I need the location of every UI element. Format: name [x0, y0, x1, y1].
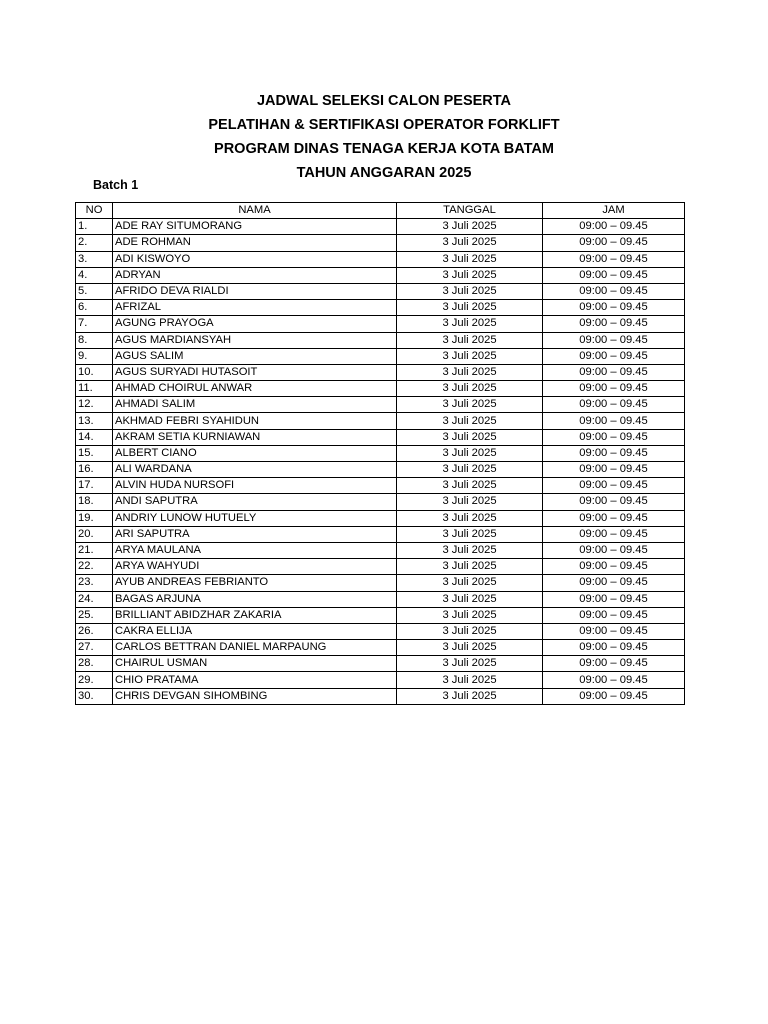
cell-tanggal: 3 Juli 2025: [397, 300, 543, 316]
cell-jam: 09:00 – 09.45: [543, 316, 685, 332]
table-row: [76, 235, 685, 251]
cell-nama: AHMADI SALIM: [113, 397, 397, 413]
cell-no: 30.: [76, 688, 113, 704]
cell-nama: AGUS SURYADI HUTASOIT: [113, 364, 397, 380]
cell-jam: 09:00 – 09.45: [543, 267, 685, 283]
cell-no: 4.: [76, 267, 113, 283]
table-row: [76, 623, 685, 639]
cell-tanggal: 3 Juli 2025: [397, 640, 543, 656]
cell-tanggal: 3 Juli 2025: [397, 219, 543, 235]
cell-no: 24.: [76, 591, 113, 607]
cell-nama: AFRIZAL: [113, 300, 397, 316]
cell-tanggal: 3 Juli 2025: [397, 413, 543, 429]
cell-nama: ARI SAPUTRA: [113, 526, 397, 542]
cell-jam: 09:00 – 09.45: [543, 510, 685, 526]
cell-jam: 09:00 – 09.45: [543, 591, 685, 607]
cell-tanggal: 3 Juli 2025: [397, 591, 543, 607]
cell-jam: 09:00 – 09.45: [543, 688, 685, 704]
cell-no: 21.: [76, 542, 113, 558]
table-row: [76, 397, 685, 413]
cell-no: 22.: [76, 559, 113, 575]
cell-nama: CAKRA ELLIJA: [113, 623, 397, 639]
cell-nama: ARYA MAULANA: [113, 542, 397, 558]
cell-nama: CHAIRUL USMAN: [113, 656, 397, 672]
cell-tanggal: 3 Juli 2025: [397, 316, 543, 332]
table-row: [76, 559, 685, 575]
table-row: [76, 688, 685, 704]
cell-no: 19.: [76, 510, 113, 526]
table-row: [76, 381, 685, 397]
title-line-4: TAHUN ANGGARAN 2025: [296, 165, 472, 181]
cell-tanggal: 3 Juli 2025: [397, 235, 543, 251]
table-row: [76, 332, 685, 348]
schedule-table: [75, 202, 685, 705]
cell-no: 29.: [76, 672, 113, 688]
cell-no: 1.: [76, 219, 113, 235]
table-row: [76, 575, 685, 591]
cell-nama: ANDRIY LUNOW HUTUELY: [113, 510, 397, 526]
table-row: [76, 494, 685, 510]
cell-nama: AHMAD CHOIRUL ANWAR: [113, 381, 397, 397]
cell-tanggal: 3 Juli 2025: [397, 397, 543, 413]
cell-tanggal: 3 Juli 2025: [397, 429, 543, 445]
cell-no: 28.: [76, 656, 113, 672]
cell-tanggal: 3 Juli 2025: [397, 623, 543, 639]
cell-nama: AGUNG PRAYOGA: [113, 316, 397, 332]
cell-no: 17.: [76, 478, 113, 494]
table-row: [76, 364, 685, 380]
table-row: [76, 656, 685, 672]
cell-tanggal: 3 Juli 2025: [397, 332, 543, 348]
table-row: [76, 429, 685, 445]
title-line-2: PELATIHAN & SERTIFIKASI OPERATOR FORKLIFT: [208, 117, 560, 133]
table-row: [76, 219, 685, 235]
title-line-1: JADWAL SELEKSI CALON PESERTA: [256, 93, 512, 109]
cell-tanggal: 3 Juli 2025: [397, 542, 543, 558]
header-nama: NAMA: [113, 203, 397, 219]
cell-tanggal: 3 Juli 2025: [397, 688, 543, 704]
cell-tanggal: 3 Juli 2025: [397, 607, 543, 623]
cell-jam: 09:00 – 09.45: [543, 494, 685, 510]
cell-jam: 09:00 – 09.45: [543, 413, 685, 429]
cell-no: 16.: [76, 462, 113, 478]
cell-no: 9.: [76, 348, 113, 364]
title-line-3: PROGRAM DINAS TENAGA KERJA KOTA BATAM: [214, 141, 554, 157]
table-row: [76, 591, 685, 607]
cell-jam: 09:00 – 09.45: [543, 640, 685, 656]
cell-tanggal: 3 Juli 2025: [397, 283, 543, 299]
batch-label: Batch 1: [93, 178, 139, 192]
cell-jam: 09:00 – 09.45: [543, 219, 685, 235]
cell-nama: AGUS MARDIANSYAH: [113, 332, 397, 348]
table-header-row: [76, 203, 685, 219]
table-row: [76, 510, 685, 526]
cell-tanggal: 3 Juli 2025: [397, 526, 543, 542]
cell-no: 11.: [76, 381, 113, 397]
cell-tanggal: 3 Juli 2025: [397, 494, 543, 510]
cell-tanggal: 3 Juli 2025: [397, 267, 543, 283]
cell-nama: CHRIS DEVGAN SIHOMBING: [113, 688, 397, 704]
cell-jam: 09:00 – 09.45: [543, 283, 685, 299]
cell-no: 18.: [76, 494, 113, 510]
cell-jam: 09:00 – 09.45: [543, 397, 685, 413]
cell-nama: AKRAM SETIA KURNIAWAN: [113, 429, 397, 445]
cell-jam: 09:00 – 09.45: [543, 559, 685, 575]
cell-jam: 09:00 – 09.45: [543, 381, 685, 397]
cell-jam: 09:00 – 09.45: [543, 332, 685, 348]
cell-no: 13.: [76, 413, 113, 429]
cell-no: 20.: [76, 526, 113, 542]
cell-nama: BRILLIANT ABIDZHAR ZAKARIA: [113, 607, 397, 623]
table-row: [76, 316, 685, 332]
table-row: [76, 672, 685, 688]
table-body: [76, 219, 685, 705]
cell-nama: ADE ROHMAN: [113, 235, 397, 251]
cell-jam: 09:00 – 09.45: [543, 672, 685, 688]
cell-nama: AYUB ANDREAS FEBRIANTO: [113, 575, 397, 591]
cell-tanggal: 3 Juli 2025: [397, 381, 543, 397]
table-row: [76, 348, 685, 364]
cell-tanggal: 3 Juli 2025: [397, 672, 543, 688]
cell-no: 15.: [76, 445, 113, 461]
cell-nama: AGUS SALIM: [113, 348, 397, 364]
cell-nama: CHIO PRATAMA: [113, 672, 397, 688]
cell-nama: ARYA WAHYUDI: [113, 559, 397, 575]
cell-nama: AKHMAD FEBRI SYAHIDUN: [113, 413, 397, 429]
cell-jam: 09:00 – 09.45: [543, 429, 685, 445]
cell-no: 3.: [76, 251, 113, 267]
cell-no: 27.: [76, 640, 113, 656]
cell-nama: AFRIDO DEVA RIALDI: [113, 283, 397, 299]
cell-tanggal: 3 Juli 2025: [397, 575, 543, 591]
cell-nama: ANDI SAPUTRA: [113, 494, 397, 510]
cell-jam: 09:00 – 09.45: [543, 445, 685, 461]
table-row: [76, 445, 685, 461]
table-row: [76, 413, 685, 429]
cell-tanggal: 3 Juli 2025: [397, 559, 543, 575]
table-row: [76, 283, 685, 299]
cell-jam: 09:00 – 09.45: [543, 251, 685, 267]
cell-jam: 09:00 – 09.45: [543, 300, 685, 316]
cell-tanggal: 3 Juli 2025: [397, 478, 543, 494]
cell-nama: ADI KISWOYO: [113, 251, 397, 267]
cell-tanggal: 3 Juli 2025: [397, 348, 543, 364]
cell-jam: 09:00 – 09.45: [543, 542, 685, 558]
cell-jam: 09:00 – 09.45: [543, 348, 685, 364]
cell-nama: ALBERT CIANO: [113, 445, 397, 461]
header-tanggal: TANGGAL: [397, 203, 543, 219]
cell-nama: ALVIN HUDA NURSOFI: [113, 478, 397, 494]
table-row: [76, 462, 685, 478]
cell-tanggal: 3 Juli 2025: [397, 510, 543, 526]
header-no: NO: [76, 203, 113, 219]
cell-tanggal: 3 Juli 2025: [397, 445, 543, 461]
table-row: [76, 640, 685, 656]
cell-jam: 09:00 – 09.45: [543, 526, 685, 542]
cell-jam: 09:00 – 09.45: [543, 235, 685, 251]
table-row: [76, 251, 685, 267]
cell-tanggal: 3 Juli 2025: [397, 656, 543, 672]
cell-no: 26.: [76, 623, 113, 639]
cell-no: 6.: [76, 300, 113, 316]
table-row: [76, 526, 685, 542]
table-row: [76, 478, 685, 494]
table-row: [76, 542, 685, 558]
header-jam: JAM: [543, 203, 685, 219]
cell-no: 2.: [76, 235, 113, 251]
cell-nama: BAGAS ARJUNA: [113, 591, 397, 607]
cell-jam: 09:00 – 09.45: [543, 575, 685, 591]
cell-no: 14.: [76, 429, 113, 445]
cell-tanggal: 3 Juli 2025: [397, 251, 543, 267]
cell-no: 7.: [76, 316, 113, 332]
cell-tanggal: 3 Juli 2025: [397, 462, 543, 478]
cell-no: 25.: [76, 607, 113, 623]
cell-no: 5.: [76, 283, 113, 299]
cell-jam: 09:00 – 09.45: [543, 607, 685, 623]
cell-no: 12.: [76, 397, 113, 413]
cell-no: 8.: [76, 332, 113, 348]
table-row: [76, 267, 685, 283]
cell-jam: 09:00 – 09.45: [543, 462, 685, 478]
cell-no: 10.: [76, 364, 113, 380]
cell-jam: 09:00 – 09.45: [543, 364, 685, 380]
cell-no: 23.: [76, 575, 113, 591]
cell-tanggal: 3 Juli 2025: [397, 364, 543, 380]
table-row: [76, 607, 685, 623]
cell-jam: 09:00 – 09.45: [543, 656, 685, 672]
table-row: [76, 300, 685, 316]
cell-jam: 09:00 – 09.45: [543, 623, 685, 639]
cell-nama: ALI WARDANA: [113, 462, 397, 478]
cell-nama: CARLOS BETTRAN DANIEL MARPAUNG: [113, 640, 397, 656]
cell-jam: 09:00 – 09.45: [543, 478, 685, 494]
cell-nama: ADE RAY SITUMORANG: [113, 219, 397, 235]
cell-nama: ADRYAN: [113, 267, 397, 283]
document-title: [0, 89, 768, 185]
